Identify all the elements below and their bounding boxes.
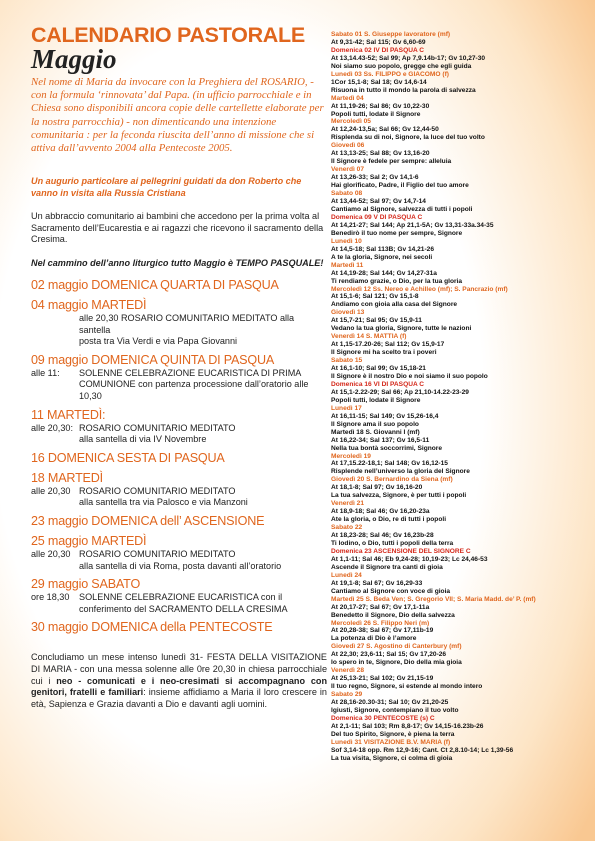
calendar-day [331,142,593,166]
event [31,278,327,293]
calendar-day-heading: Martedì 11 [331,261,364,269]
liturgical-calendar [331,31,593,763]
calendar-reading: At 16,11-15; Sal 149; Gv 15,26-16,4 [331,412,439,420]
events-list [31,278,327,635]
calendar-reading: Ascende il Signore tra canti di gioia [331,563,443,571]
calendar-reading: At 12,24-13,5a; Sal 66; Gv 12,44-50 [331,126,439,134]
event-description: ROSARIO COMUNITARIO MEDITATO [79,485,236,496]
calendar-reading: Ti lodino, o Dio, tutti i popoli della terra [331,540,454,547]
event-heading: 18 MARTEDÌ [31,470,103,485]
calendar-day [331,715,593,739]
event-row [31,486,327,498]
calendar-reading: Ate la gloria, o Dio, re di tutti i popoli [331,516,447,524]
calendar-day-heading: Giovedì 06 [331,142,365,150]
calendar-reading: At 18,9-18; Sal 46; Gv 16,20-23a [331,508,430,516]
calendar-reading: Nella tua bontà soccorrimi, Signore [331,444,443,452]
calendar-day [331,238,593,262]
calendar-reading: Il tuo regno, Signore, si estende al mondo intero [331,683,483,691]
calendar-day-heading: Domenica 09 V DI PASQUA C [331,213,423,221]
calendar-day-heading: Lunedì 24 [331,571,362,579]
calendar-day [331,453,593,477]
communion-embrace: Un abbraccio comunitario ai bambini che accedono per la prima volta al Sacramento dell’Eucarestia e ai ragazzi che ricevono il sacramento della Cresima. [31,210,324,245]
liturgical-season: Nel cammino dell’anno liturgico tutto Maggio è TEMPO PASQUALE! [31,258,324,269]
calendar-day-heading: Venerdì 14 S. MATTIA (f) [331,333,407,341]
calendar-reading: Martedì 18 S. Giovanni I (mf) [331,428,420,436]
event-location: posta tra Via Verdi e via Papa Giovanni [79,336,238,347]
calendar-day-heading: Sabato 01 S. Giuseppe lavoratore (mf) [331,31,451,38]
calendar-reading: At 13,26-33; Sal 2; Gv 14,1-6 [331,174,419,182]
event-description: ROSARIO COMUNITARIO MEDITATO [79,548,236,559]
event-time: alle 20,30 [31,548,71,559]
calendar-day [331,95,593,119]
calendar-reading: At 17,15.22-18,1; Sal 148; Gv 16,12-15 [331,460,448,468]
event [31,298,327,348]
calendar-day [331,476,593,500]
event-time: alle 11: [31,367,60,378]
calendar-day-heading: Venerdì 07 [331,166,364,174]
calendar-day [331,572,593,596]
calendar-reading: Il Signore mi ha scelto tra i poveri [331,349,437,357]
calendar-reading: At 11,19-26; Sal 86; Gv 10,22-30 [331,102,430,110]
event-time: alle 20,30 [31,485,71,496]
calendar-reading: At 20,17-27; Sal 67; Gv 17,1-11a [331,603,430,611]
calendar-reading: At 19,1-8; Sal 67; Gv 16,29-33 [331,579,423,587]
calendar-day-heading: Giovedì 20 S. Bernardino da Siena (mf) [331,476,453,484]
calendar-reading: A te la gloria, Signore, nei secoli [331,253,433,261]
calendar-day-heading: Venerdì 21 [331,500,364,508]
calendar-reading: At 25,13-21; Sal 102; Gv 21,15-19 [331,675,434,683]
calendar-reading: At 22,30; 23,6-11; Sal 15; Gv 17,20-26 [331,651,447,659]
calendar-reading: At 18,23-28; Sal 46; Gv 16,23b-28 [331,532,434,540]
calendar-day [331,524,593,548]
calendar-day [331,596,593,620]
calendar-reading: Popoli tutti, lodate il Signore [331,396,421,404]
calendar-reading: At 13,13-25; Sal 88; Gv 13,16-20 [331,150,430,158]
event-row [31,423,327,435]
calendar-reading: At 14,21-27; Sal 144; Ap 21,1-5A; Gv 13,31-33a.34-35 [331,221,494,229]
event-row [31,368,327,403]
calendar-reading: La tua salvezza, Signore, è per tutti i popoli [331,492,467,500]
event-time: ore 18,30 [31,592,70,603]
calendar-day [331,214,593,238]
calendar-day [331,739,593,763]
calendar-reading: Vedano la tua gloria, Signore, tutte le nazioni [331,325,472,333]
event-location: alla santella di via IV Novembre [79,434,207,445]
calendar-day [331,643,593,667]
calendar-day [331,357,593,381]
calendar-day [331,31,593,47]
event-heading: 16 DOMENICA SESTA DI PASQUA [31,450,225,465]
calendar-reading: Risuona in tutto il mondo la parola di salvezza [331,86,476,94]
calendar-day-heading: Giovedì 13 [331,309,365,317]
calendar-day [331,286,593,310]
calendar-day-heading: Domenica 16 VI DI PASQUA C [331,380,425,388]
calendar-reading: At 16,1-10; Sal 99; Gv 15,18-21 [331,365,426,373]
event-heading: 02 maggio DOMENICA QUARTA DI PASQUA [31,278,279,292]
calendar-day-heading: Sabato 15 [331,357,363,365]
event [31,471,327,509]
calendar-reading: Cantiamo al Signore con voce di gioia [331,587,451,595]
calendar-reading: At 20,28-38; Sal 67; Gv 17,11b-19 [331,627,434,635]
calendar-day-heading: Martedì 04 [331,94,364,102]
calendar-reading: At 13,44-52; Sal 97; Gv 14,7-14 [331,198,426,206]
calendar-reading: Andiamo con gioia alla casa del Signore [331,301,458,309]
calendar-reading: At 9,31-42; Sal 115; Gv 6,60-69 [331,38,426,46]
event-row [31,592,327,615]
event-description: SOLENNE CELEBRAZIONE EUCARISTICA DI PRIMA COMUNIONE con partenza processione dall’oratorio alle 10,30 [79,367,309,401]
calendar-reading: Igiusti, Signore, contempiano il tuo volto [331,707,459,715]
calendar-day-heading: Lunedì 10 [331,237,362,245]
calendar-reading: Ti rendiamo grazie, o Dio, per la tua gloria [331,277,463,285]
calendar-day [331,620,593,644]
calendar-reading: 1Cor 15,1-8; Sal 18; Gv 14,6-14 [331,78,427,86]
calendar-day [331,47,593,71]
calendar-day [331,667,593,691]
event [31,514,327,529]
calendar-reading: Popoli tutti, lodate il Signore [331,110,421,118]
calendar-reading: At 18,1-8; Sal 97; Gv 16,16-20 [331,484,423,492]
calendar-reading: Noi siamo suo popolo, gregge che egli guida [331,62,472,70]
calendar-day [331,71,593,95]
calendar-reading: Sof 3,14-18 opp. Rm 12,9-16; Cant. Ct 2,8.10-14; Lc 1,39-56 [331,746,514,754]
event [31,408,327,446]
calendar-day-heading: Martedì 25 S. Beda Ven; S. Gregorio VII; S. Maria Madd. de’ P. (mf) [331,595,536,603]
event-location: alla santella di via Roma, posta davanti all’oratorio [79,560,282,571]
calendar-day-heading: Lunedì 17 [331,404,362,412]
calendar-reading: La tua visita, Signore, ci colma di gioia [331,754,453,762]
calendar-day-heading: Lunedì 31 VISITAZIONE B.V. MARIA (f) [331,738,451,746]
calendar-day [331,381,593,405]
intro-paragraph: Nel nome di Maria da invocare con la Preghiera del ROSARIO, - con la formula ‘rinnovata’ dal Papa. (in ufficio parrocchiale e in Chiesa sono disponibili ancora copie delle cartellette elaborate per la nostra parrocchia) - non dimenticando una intenzione comunitaria : per la feconda riuscita dell’anno di missione che si attiva dall’avvento 2004 alla Pentecoste 2005. [31,76,324,155]
calendar-reading: At 15,1-6; Sal 121; Gv 15,1-8 [331,293,419,301]
calendar-day-heading: Domenica 30 PENTECOSTE (s) C [331,714,435,722]
calendar-reading: At 2,1-11; Sal 103; Rm 8,8-17; Gv 14,15-16.23b-26 [331,722,484,730]
event-heading: 30 maggio DOMENICA della PENTECOSTE [31,620,273,635]
calendar-reading: Risplende nell’universo la gloria del Signore [331,468,470,476]
calendar-reading: At 13,14.43-52; Sal 99; Ap 7,9.14b-17; Gv 10,27-30 [331,54,486,62]
page-subtitle: Maggio [31,44,117,74]
event-location: alla santella tra via Palosco e via Manzoni [79,497,248,508]
closing-paragraph [31,652,327,710]
calendar-day-heading: Mercoledì 05 [331,118,371,126]
closing-bold: neo - comunicati e i neo-cresimati si accompagnano con genitori, fratelli e familiari [31,675,327,698]
event-heading: 29 maggio SABATO [31,577,141,592]
calendar-day [331,118,593,142]
calendar-day [331,548,593,572]
calendar-reading: Io spero in te, Signore, Dio della mia gioia [331,659,462,667]
calendar-day-heading: Sabato 08 [331,190,363,198]
calendar-day-heading: Mercoledì 12 Ss. Nereo e Achilleo (mf); S. Pancrazio (mf) [331,285,508,293]
calendar-reading: Il Signore è il nostro Dio e noi siamo il suo popolo [331,372,488,380]
closing-text-1: Concludiamo un mese intenso lunedì 31- FESTA DELLA VISITAZIONE DI MARIA - con una messa solenne alle 0re 20,30 in chiesa parrocchiale cui i [31,652,327,686]
event-description: alle 20,30 ROSARIO COMUNITARIO MEDITATO alla santella [79,313,295,335]
page-title: CALENDARIO PASTORALE [31,23,305,47]
closing-text-2: : insieme affidiamo a Maria il loro crescere in età, Sapienza e Grazia davanti a Dio e davanti agli uomini. [31,687,327,709]
calendar-day-heading: Domenica 23 ASCENSIONE DEL SIGNORE C [331,547,471,555]
calendar-reading: Risplenda su di noi, Signore, la luce del tuo volto [331,134,485,142]
event-heading: 23 maggio DOMENICA dell’ ASCENSIONE [31,513,265,528]
calendar-day [331,405,593,453]
calendar-reading: At 28,16-20.30-31; Sal 10; Gv 21,20-25 [331,699,449,707]
event-heading: 04 maggio MARTEDÌ [31,298,147,312]
event [31,353,327,403]
calendar-day-heading: Lunedì 03 Ss. FILIPPO e GIACOMO (f) [331,70,449,78]
calendar-reading: At 1,15-17.20-26; Sal 112; Gv 15,9-17 [331,341,445,349]
calendar-day-heading: Domenica 02 IV DI PASQUA C [331,46,425,54]
calendar-day [331,262,593,286]
event-description: ROSARIO COMUNITARIO MEDITATO [79,422,236,433]
calendar-day-heading: Mercoledì 26 S. Filippo Neri (m) [331,619,430,627]
calendar-reading: At 15,7-21; Sal 95; Gv 15,9-11 [331,317,422,325]
calendar-reading: Il Signore ama il suo popolo [331,420,419,428]
calendar-day [331,333,593,357]
calendar-reading: At 16,22-34; Sal 137; Gv 16,5-11 [331,436,430,444]
calendar-day [331,691,593,715]
event [31,620,327,635]
event-time: alle 20,30: [31,422,73,433]
calendar-reading: At 15,1-2.22-29; Sal 66; Ap 21,10-14.22-23-29 [331,388,469,396]
calendar-day [331,500,593,524]
event-row [31,549,327,561]
event-heading: 25 maggio MARTEDÌ [31,533,147,548]
event-time [31,313,79,336]
calendar-day [331,166,593,190]
calendar-day-heading: Sabato 22 [331,524,363,532]
calendar-reading: At 14,19-28; Sal 144; Gv 14,27-31a [331,269,437,277]
calendar-reading: Benedirò il tuo nome per sempre, Signore [331,229,463,237]
calendar-day-heading: Sabato 29 [331,691,363,699]
pilgrims-wish: Un augurio particolare ai pellegrini guidati da don Roberto che vanno in visita alla Russia Cristiana [31,176,302,199]
calendar-reading: At 1,1-11; Sal 46; Eb 9,24-28; 10,19-23; Lc 24,46-53 [331,555,488,563]
left-column [31,24,327,719]
event-heading: 11 MARTEDÌ: [31,407,106,422]
event-description: SOLENNE CELEBRAZIONE EUCARISTICA con il conferimento del SACRAMENTO DELLA CRESIMA [79,592,288,614]
calendar-reading: At 14,5-18; Sal 113B; Gv 14,21-26 [331,245,434,253]
calendar-reading: Benedetto il Signore, Dio della salvezza [331,611,455,619]
calendar-reading: Del tuo Spirito, Signore, è piena la terra [331,730,455,738]
calendar-day-heading: Mercoledì 19 [331,452,371,460]
event [31,577,327,615]
calendar-reading: Hai glorificato, Padre, il Figlio del tuo amore [331,182,469,190]
calendar-reading: Il Signore è fedele per sempre: alleluia [331,158,452,166]
calendar-day [331,190,593,214]
calendar-day [331,309,593,333]
calendar-reading: Cantiamo al Signore, salvezza di tutti i popoli [331,205,473,213]
calendar-reading: La potenza di Dio è l’amore [331,635,417,643]
calendar-day-heading: Venerdì 28 [331,667,364,675]
event [31,451,327,466]
event-row [31,313,327,336]
event [31,534,327,572]
event-heading: 09 maggio DOMENICA QUINTA DI PASQUA [31,352,275,367]
calendar-day-heading: Giovedì 27 S. Agostino di Canterbury (mf) [331,643,462,651]
